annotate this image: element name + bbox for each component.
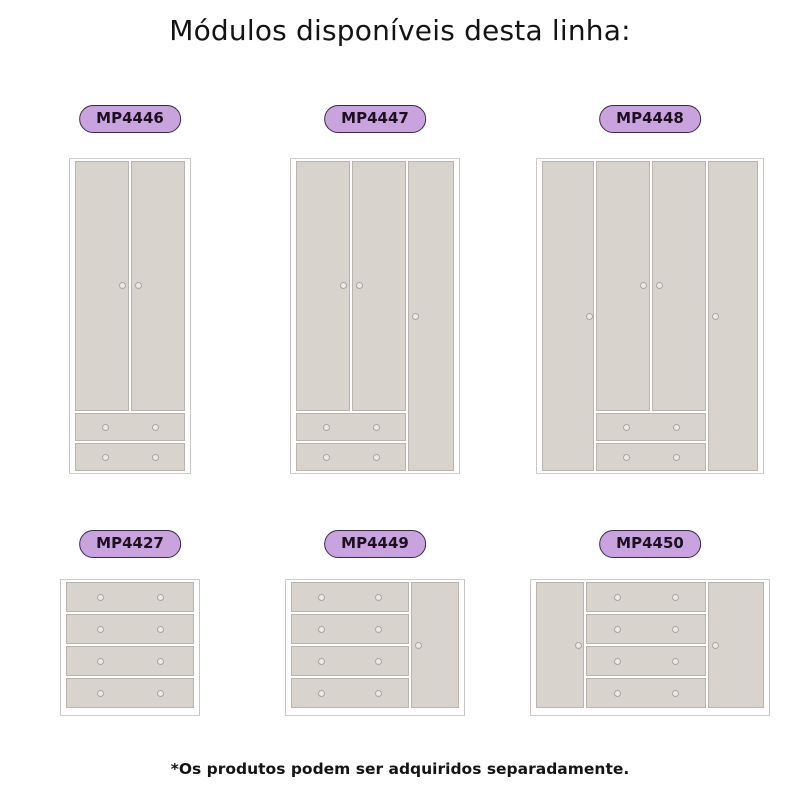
drawer-knob-2-left — [614, 626, 621, 633]
drawer-4 — [586, 678, 706, 708]
drawer-knob-2-right — [673, 454, 680, 461]
drawer-knob-1-right — [375, 594, 382, 601]
drawer-1 — [291, 582, 409, 612]
top-cap — [285, 570, 465, 580]
furniture-chest-4-drawer — [60, 570, 200, 725]
drawer-knob-1-left — [623, 424, 630, 431]
drawer-1 — [296, 413, 406, 441]
top-cap — [69, 145, 191, 159]
module-card-mp4448 — [520, 105, 780, 495]
drawer-1 — [586, 582, 706, 612]
furniture-sideboard — [530, 570, 770, 725]
drawer-knob-3-right — [672, 658, 679, 665]
furniture-wardrobe-2-door — [69, 145, 191, 485]
door-knob-far-right — [712, 313, 719, 320]
top-cap — [530, 570, 770, 580]
module-badge-mp4450[interactable]: MP4450 — [599, 530, 701, 558]
top-cap — [536, 145, 764, 159]
drawer-knob-3-left — [97, 658, 104, 665]
page-title: Módulos disponíveis desta linha: — [169, 14, 631, 47]
module-badge-mp4449[interactable]: MP4449 — [324, 530, 426, 558]
door-knob-right — [412, 313, 419, 320]
drawer-1 — [596, 413, 706, 441]
drawer-knob-4-left — [97, 690, 104, 697]
door-knob-middle-left — [640, 282, 647, 289]
drawer-knob-2-right — [672, 626, 679, 633]
door-knob-left — [575, 642, 582, 649]
drawer-knob-3-right — [375, 658, 382, 665]
module-badge-mp4447[interactable]: MP4447 — [324, 105, 426, 133]
module-card-mp4446 — [40, 105, 220, 495]
base-plinth — [530, 715, 770, 725]
module-card-mp4450 — [520, 530, 780, 740]
module-badge-mp4446[interactable]: MP4446 — [79, 105, 181, 133]
base-plinth — [60, 715, 200, 725]
drawer-2 — [66, 614, 194, 644]
drawer-knob-1-right — [373, 424, 380, 431]
module-card-mp4447 — [265, 105, 485, 495]
door-knob-middle — [356, 282, 363, 289]
drawer-knob-2-left — [102, 454, 109, 461]
drawer-knob-1-left — [323, 424, 330, 431]
footnote: *Os produtos podem ser adquiridos separadamente. — [170, 760, 630, 778]
module-card-mp4449 — [265, 530, 485, 740]
drawer-knob-2-left — [97, 626, 104, 633]
drawer-2 — [296, 443, 406, 471]
module-card-mp4427 — [40, 530, 220, 740]
drawer-3 — [291, 646, 409, 676]
drawer-knob-3-left — [614, 658, 621, 665]
furniture-wardrobe-3-door — [290, 145, 460, 485]
door-knob-right — [135, 282, 142, 289]
drawer-knob-4-right — [672, 690, 679, 697]
door-knob-right — [415, 642, 422, 649]
drawer-3 — [586, 646, 706, 676]
drawer-knob-1-left — [102, 424, 109, 431]
drawer-knob-2-left — [323, 454, 330, 461]
drawer-2 — [596, 443, 706, 471]
drawer-knob-2-right — [373, 454, 380, 461]
drawer-knob-2-right — [152, 454, 159, 461]
drawer-knob-1-right — [152, 424, 159, 431]
drawer-2 — [291, 614, 409, 644]
drawer-knob-2-left — [318, 626, 325, 633]
base-plinth — [69, 473, 191, 485]
base-plinth — [285, 715, 465, 725]
drawer-knob-4-right — [375, 690, 382, 697]
drawer-knob-3-left — [318, 658, 325, 665]
top-cap — [60, 570, 200, 580]
drawer-knob-1-left — [97, 594, 104, 601]
door-knob-middle-right — [656, 282, 663, 289]
furniture-wardrobe-4-door — [536, 145, 764, 485]
top-cap — [290, 145, 460, 159]
drawer-knob-1-right — [673, 424, 680, 431]
drawer-knob-4-left — [318, 690, 325, 697]
drawer-1 — [75, 413, 185, 441]
drawer-knob-2-right — [375, 626, 382, 633]
drawer-3 — [66, 646, 194, 676]
drawer-knob-4-left — [614, 690, 621, 697]
drawer-knob-1-right — [672, 594, 679, 601]
drawer-knob-3-right — [157, 658, 164, 665]
door-knob-left — [119, 282, 126, 289]
module-badge-mp4427[interactable]: MP4427 — [79, 530, 181, 558]
drawer-2 — [586, 614, 706, 644]
drawer-knob-2-left — [623, 454, 630, 461]
drawer-4 — [66, 678, 194, 708]
base-plinth — [536, 473, 764, 485]
door-knob-right — [712, 642, 719, 649]
drawer-knob-4-right — [157, 690, 164, 697]
drawer-1 — [66, 582, 194, 612]
door-knob-far-left — [586, 313, 593, 320]
drawer-knob-1-right — [157, 594, 164, 601]
drawer-2 — [75, 443, 185, 471]
drawer-4 — [291, 678, 409, 708]
furniture-chest-with-door — [285, 570, 465, 725]
drawer-knob-2-right — [157, 626, 164, 633]
door-knob-left — [340, 282, 347, 289]
base-plinth — [290, 473, 460, 485]
drawer-knob-1-left — [318, 594, 325, 601]
drawer-knob-1-left — [614, 594, 621, 601]
module-badge-mp4448[interactable]: MP4448 — [599, 105, 701, 133]
